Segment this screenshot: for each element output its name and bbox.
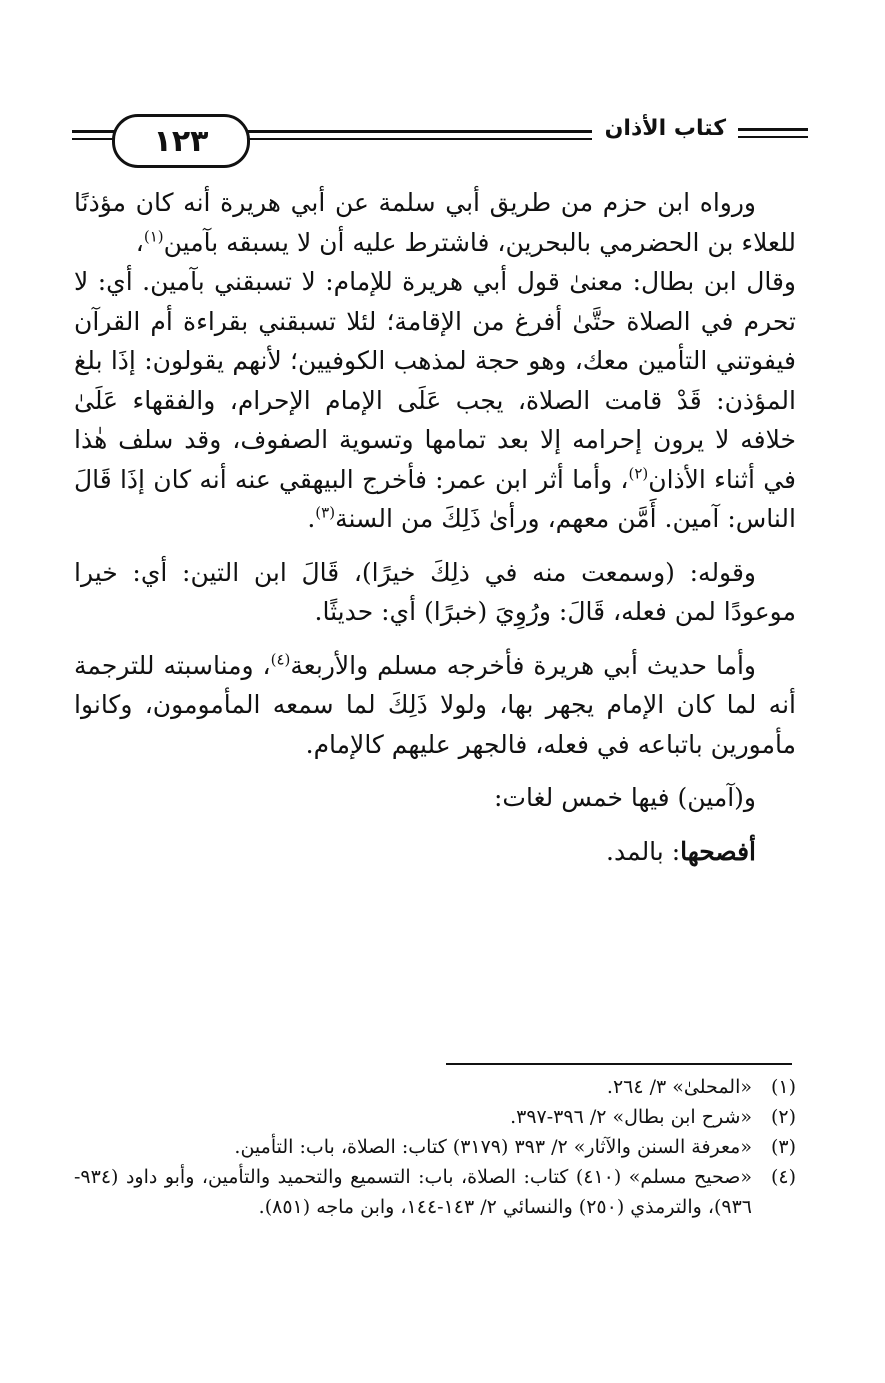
footnote (74, 1162, 796, 1222)
header-rule-middle-top (242, 130, 592, 133)
paragraph (74, 553, 796, 632)
header-rule-left-top (72, 130, 116, 133)
paragraph-text: وقال ابن بطال: معنىٰ قول أبي هريرة للإمام: لا تسبقني بآمين. أي: لا تحرم في الصلاة حتَّىٰ أفرغ من الإقامة؛ لئلا تسبقني بقراءة أم القرآن فيفوتني التأمين معك، وهو حجة لمذهب الكوفيين؛ لأنهم يقولون: إذَا بلغ المؤذن: قَدْ قامت الصلاة، يجب عَلَى الإمام الإحرام، والفقهاء عَلَىٰ خلافه لا يرون إحرامه إلا بعد تمامها وتسوية الصفوف، وقد سلف هٰذا في أثناء الأذان (74, 267, 796, 494)
header-rule-middle-bottom (242, 138, 592, 140)
paragraph (74, 262, 796, 539)
footnote (74, 1132, 796, 1162)
footnotes (74, 1072, 796, 1222)
footnote-number: (٢) (770, 1106, 796, 1128)
paragraph (74, 778, 796, 818)
footnote-ref: (١) (143, 227, 164, 246)
footnote-separator (446, 1063, 792, 1065)
paragraph-text: ، وأما أثر ابن عمر: فأخرج البيهقي عنه أنه كان إذَا قَالَ الناس: آمين. أَمَّن معهم، ورأىٰ ذَلِكَ من السنة (74, 464, 796, 533)
header-rule-right-bottom (738, 136, 808, 138)
paragraph-text: : بالمد. (606, 836, 681, 866)
footnote-number: (٤) (770, 1166, 796, 1188)
header-rule-left-bottom (72, 138, 116, 140)
footnote (74, 1072, 796, 1102)
paragraph (74, 646, 796, 765)
paragraph (74, 832, 796, 872)
paragraph-text: وأما حديث أبي هريرة فأخرجه مسلم والأربعة (290, 650, 756, 680)
header-rule-right-top (738, 128, 808, 131)
footnote-ref: (٢) (628, 464, 649, 483)
chapter-title: كتاب الأذان (604, 116, 726, 141)
footnote-number: (١) (770, 1076, 796, 1098)
page-number: ١٢٣ (112, 114, 250, 168)
bold-term: أفصحها (680, 836, 756, 866)
footnote-text: «المحلىٰ» ٣/ ٢٦٤. (606, 1076, 752, 1098)
main-text (74, 183, 796, 871)
footnote-text: «شرح ابن بطال» ٢/ ٣٩٦-٣٩٧. (510, 1106, 752, 1128)
paragraph-text: و(آمين) فيها خمس لغات: (494, 783, 756, 812)
footnote-number: (٣) (770, 1136, 796, 1158)
paragraph-text: ، ومناسبته للترجمة أنه لما كان الإمام يجهر بها، ولولا ذَلِكَ لما سمعه المأمومون، وكانوا مأمورين باتباعه في فعله، فالجهر عليهم كالإمام. (74, 650, 796, 759)
paragraph-text: وقوله: (وسمعت منه في ذلِكَ خيرًا)، قَالَ ابن التين: أي: خيرا موعودًا لمن فعله، قَالَ: ورُوِيَ (خبرًا) أي: حديثًا. (74, 557, 796, 626)
paragraph (74, 183, 796, 262)
footnote-text: «معرفة السنن والآثار» ٢/ ٣٩٣ (٣١٧٩) كتاب: الصلاة، باب: التأمين. (234, 1136, 752, 1158)
footnote-text: «صحيح مسلم» (٤١٠) كتاب: الصلاة، باب: التسميع والتحميد والتأمين، وأبو داود (٩٣٤- ٩٣٦)، والترمذي (٢٥٠) والنسائي ٢/ ١٤٣-١٤٤، وابن ماجه (٨٥١). (74, 1166, 753, 1218)
punctuation: ، (135, 227, 144, 257)
footnote-ref: (٣) (315, 503, 336, 522)
footnote (74, 1102, 796, 1132)
punctuation: . (307, 504, 316, 533)
footnote-ref: (٤) (270, 650, 291, 669)
paragraph-text: ورواه ابن حزم من طريق أبي سلمة عن أبي هريرة أنه كان مؤذنًا للعلاء بن الحضرمي بالبحرين، فاشترط عليه أن لا يسبقه بآمين (74, 188, 796, 257)
page-header (72, 112, 808, 170)
